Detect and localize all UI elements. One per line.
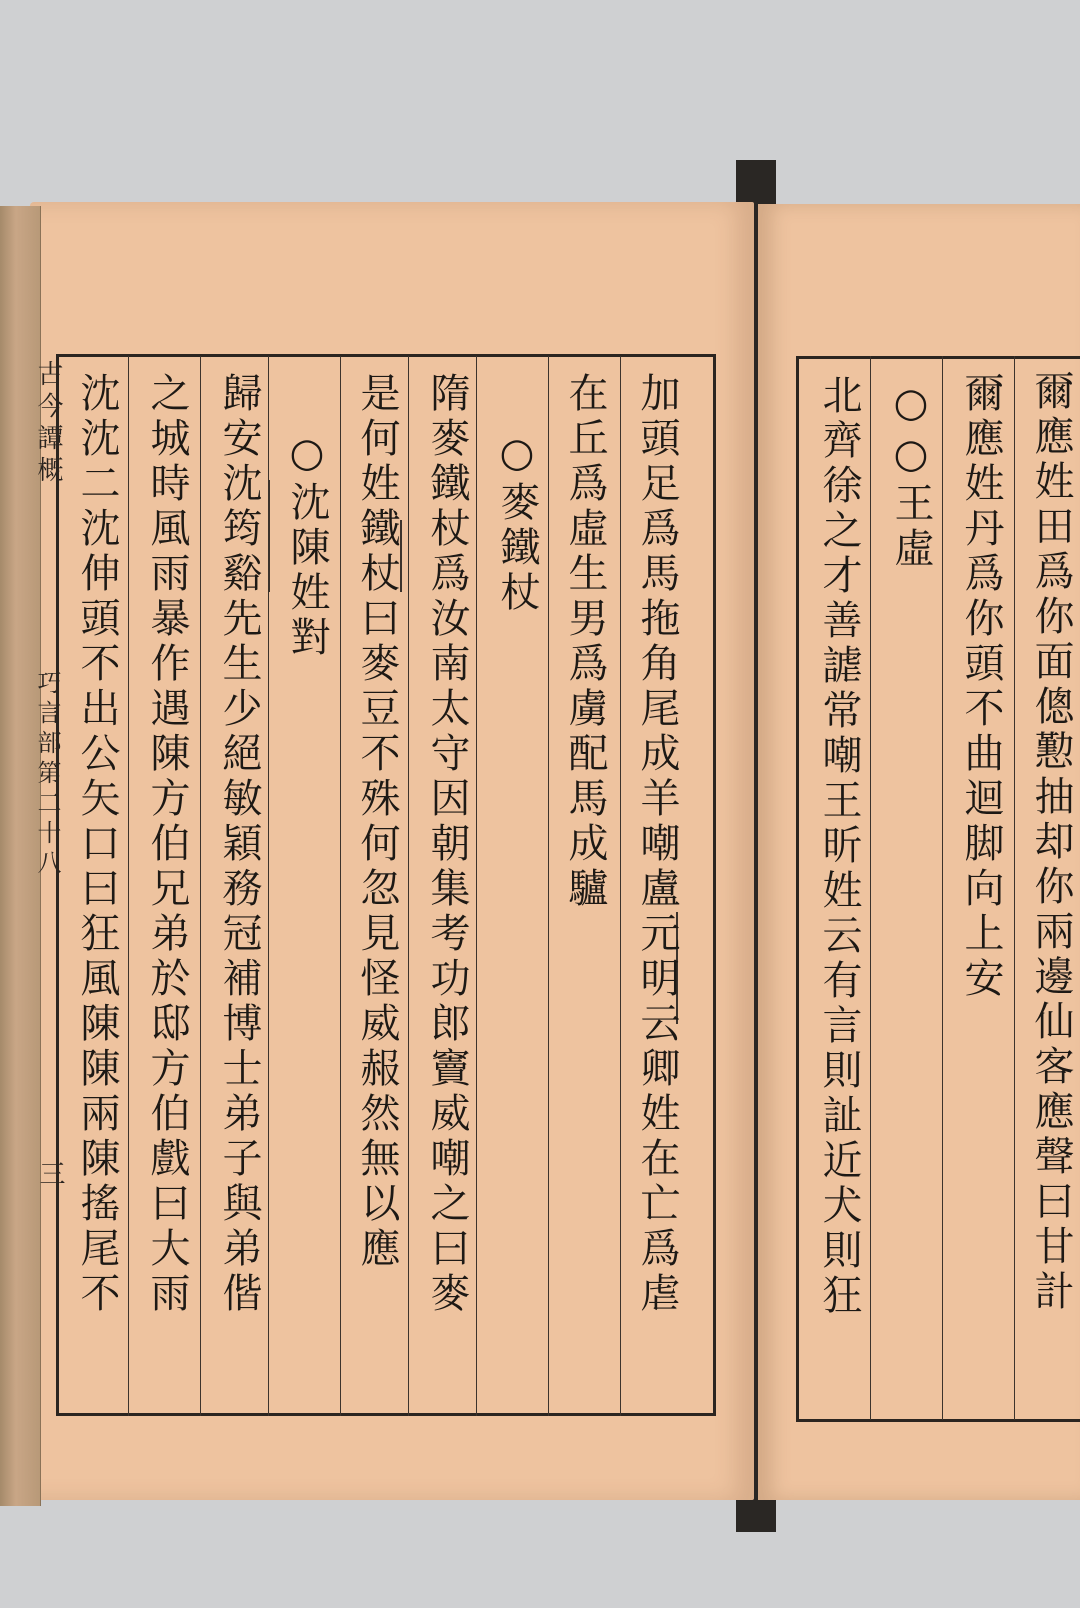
column-rule [620, 356, 621, 1416]
text-column: 加頭足爲馬拖角尾成羊嘲盧元明云卿姓在亡爲虐 [634, 372, 680, 1317]
entry-heading: ○○王虛 [888, 380, 934, 572]
column-rule [408, 356, 409, 1416]
text-column: 爾應姓田爲你面傯懃抽却你兩邊仙客應聲曰甘計 [1028, 370, 1074, 1315]
column-rule [340, 356, 341, 1416]
column-rule [200, 356, 201, 1416]
column-rule [942, 356, 943, 1420]
scan-background-top [0, 0, 1080, 160]
text-column: 歸安沈筠谿先生少絕敏穎務冠補博士弟子與弟偕 [216, 372, 262, 1317]
scan-background-bottom [0, 1520, 1080, 1608]
column-rule [128, 356, 129, 1416]
text-column: 之城時風雨暴作遇陳方伯兄弟於邸方伯戲曰大雨 [144, 372, 190, 1317]
text-column: 隋麥鐵杖爲汝南太守因朝集考功郎竇威嘲之曰麥 [424, 372, 470, 1317]
name-mark [268, 480, 270, 592]
text-column: 是何姓鐵杖曰麥豆不殊何忽見怪威赧然無以應 [354, 372, 400, 1272]
leaf-number: 三 [35, 1160, 65, 1192]
entry-heading: ○麥鐵杖 [494, 430, 540, 616]
text-column: 在丘爲虛生男爲虜配馬成驢 [562, 372, 608, 912]
text-column: 爾應姓丹爲你頭不曲迴脚向上安 [958, 372, 1004, 1002]
column-rule [1014, 356, 1015, 1420]
entry-heading: ○沈陳姓對 [284, 430, 330, 661]
text-column: 北齊徐之才善謔常嘲王昕姓云有言則訨近犬則狂 [816, 374, 862, 1319]
column-rule [870, 356, 871, 1420]
text-column: 沈沈二沈伸頭不出公矢口曰狂風陳陳兩陳搖尾不 [74, 372, 120, 1317]
column-rule [476, 356, 477, 1416]
book-title-edge: 古今譚概 [33, 360, 63, 488]
section-edge: 巧言部第二十八 [33, 670, 61, 880]
column-rule [548, 356, 549, 1416]
